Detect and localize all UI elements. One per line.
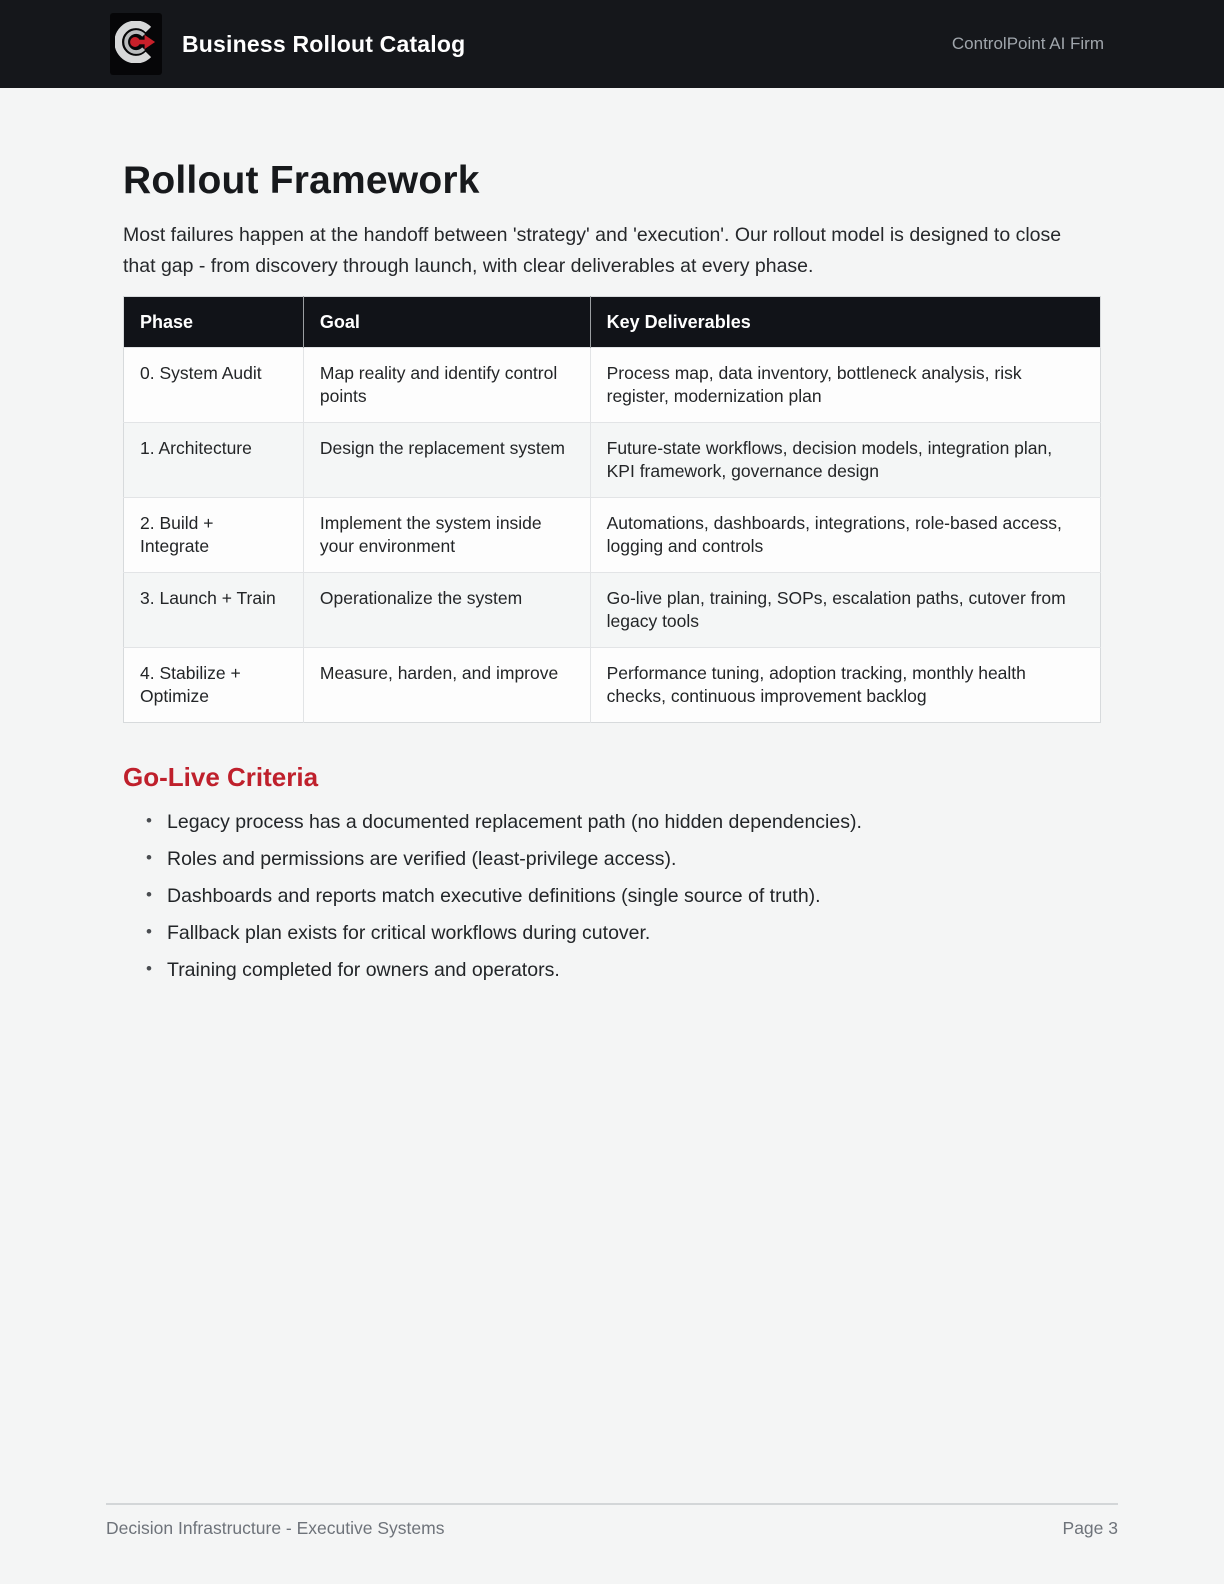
deliverables-cell: Process map, data inventory, bottleneck analysis, risk register, modernization plan bbox=[590, 348, 1100, 423]
goal-cell: Measure, harden, and improve bbox=[303, 648, 590, 723]
column-header-goal: Goal bbox=[303, 297, 590, 348]
rollout-phase-table bbox=[123, 296, 1101, 723]
goal-cell: Operationalize the system bbox=[303, 573, 590, 648]
page-content bbox=[0, 158, 1224, 983]
company-logo bbox=[110, 13, 162, 75]
phase-cell: 0. System Audit bbox=[124, 348, 304, 423]
golive-criteria-item: • Roles and permissions are verified (least-privilege access). bbox=[167, 846, 1067, 872]
golive-criteria-item: • Dashboards and reports match executive definitions (single source of truth). bbox=[167, 883, 1067, 909]
golive-criteria-list bbox=[123, 809, 1101, 983]
deliverables-cell: Future-state workflows, decision models, integration plan, KPI framework, governance design bbox=[590, 423, 1100, 498]
column-header-phase: Phase bbox=[124, 297, 304, 348]
document-title: Business Rollout Catalog bbox=[182, 30, 466, 57]
phase-cell: 3. Launch + Train bbox=[124, 573, 304, 648]
table-row bbox=[124, 573, 1101, 648]
deliverables-cell: Performance tuning, adoption tracking, monthly health checks, continuous improvement backlog bbox=[590, 648, 1100, 723]
golive-criteria-item: • Legacy process has a documented replacement path (no hidden dependencies). bbox=[167, 809, 1067, 835]
golive-criteria-item: • Training completed for owners and operators. bbox=[167, 957, 1067, 983]
company-name: ControlPoint AI Firm bbox=[951, 34, 1104, 53]
goal-cell: Design the replacement system bbox=[303, 423, 590, 498]
controlpoint-shield-arrow-logo-icon bbox=[115, 21, 157, 68]
phase-cell: 1. Architecture bbox=[124, 423, 304, 498]
goal-cell: Implement the system inside your environment bbox=[303, 498, 590, 573]
table-row bbox=[124, 498, 1101, 573]
section-title: Rollout Framework bbox=[123, 159, 480, 202]
goal-cell: Map reality and identify control points bbox=[303, 348, 590, 423]
intro-paragraph: Most failures happen at the handoff between 'strategy' and 'execution'. Our rollout model is designed to close that gap - from discovery through launch, with clear deliverables at every phase. bbox=[123, 224, 1062, 277]
header-brand bbox=[110, 13, 465, 75]
footer-left-text: Decision Infrastructure - Executive Systems bbox=[106, 1518, 445, 1538]
page-number: Page 3 bbox=[1062, 1518, 1118, 1538]
deliverables-cell: Go-live plan, training, SOPs, escalation paths, cutover from legacy tools bbox=[590, 573, 1100, 648]
phase-cell: 2. Build + Integrate bbox=[124, 498, 304, 573]
table-row bbox=[124, 348, 1101, 423]
column-header-deliverables: Key Deliverables bbox=[590, 297, 1100, 348]
table-row bbox=[124, 648, 1101, 723]
table-body bbox=[124, 348, 1101, 723]
table-header bbox=[124, 297, 1101, 348]
golive-criteria-heading: Go-Live Criteria bbox=[123, 762, 319, 792]
table-header-row bbox=[124, 297, 1101, 348]
deliverables-cell: Automations, dashboards, integrations, role-based access, logging and controls bbox=[590, 498, 1100, 573]
phase-cell: 4. Stabilize + Optimize bbox=[124, 648, 304, 723]
table-row bbox=[124, 423, 1101, 498]
golive-criteria-item: • Fallback plan exists for critical workflows during cutover. bbox=[167, 920, 1067, 946]
page-footer bbox=[106, 1503, 1118, 1539]
top-header-bar bbox=[0, 0, 1224, 88]
